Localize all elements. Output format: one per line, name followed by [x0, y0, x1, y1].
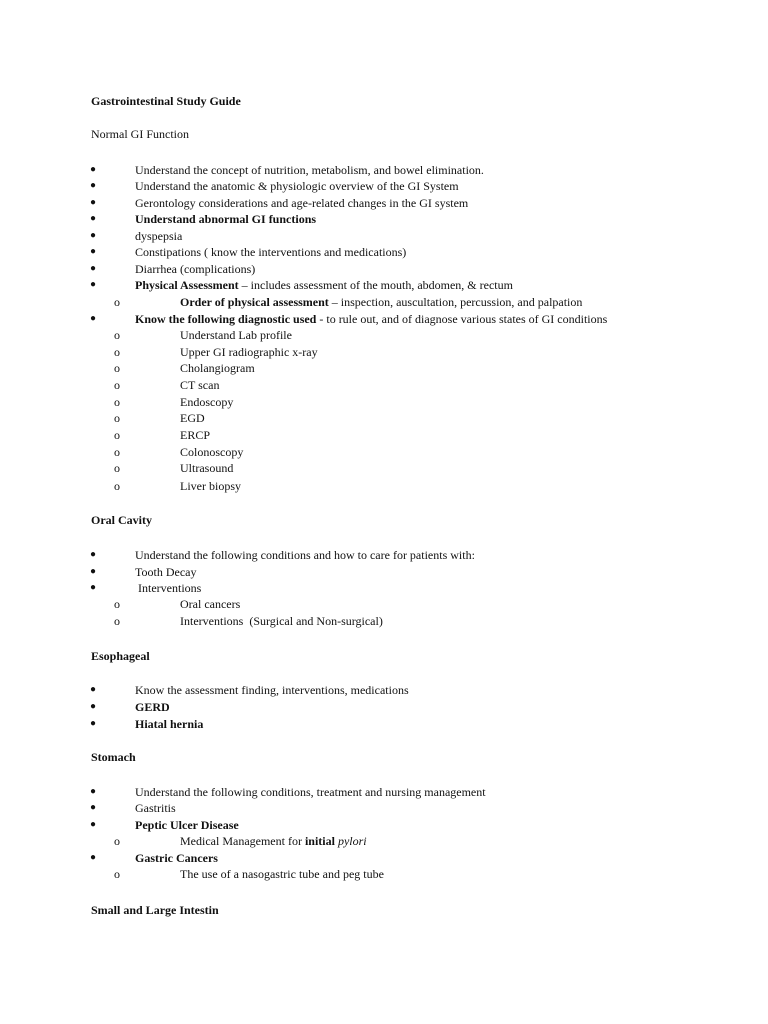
bullet-icon: ● — [89, 230, 97, 241]
list-item: dyspepsia — [135, 229, 183, 243]
list-item: Tooth Decay — [135, 565, 197, 579]
list-item-diagnostics — [135, 311, 607, 327]
bullet-icon: ● — [89, 197, 97, 208]
bullet-icon: ● — [89, 718, 97, 729]
order-assessment-desc: – inspection, auscultation, percussion, and palpation — [328, 295, 583, 309]
physical-assessment-desc: – includes assessment of the mouth, abdomen, & rectum — [238, 278, 513, 292]
list-item: Interventions — [135, 581, 202, 595]
list-item: Understand abnormal GI functions — [135, 212, 317, 226]
list-item: Constipations ( know the interventions and medications) — [135, 245, 407, 259]
sub-bullet-icon: o — [114, 378, 120, 392]
bullet-icon: ● — [89, 684, 97, 695]
sub-list-item: Understand Lab profile — [180, 328, 292, 342]
sub-bullet-icon: o — [114, 445, 120, 459]
section-heading-oral-cavity: Oral Cavity — [91, 513, 152, 527]
bullet-icon: ● — [89, 246, 97, 257]
list-item: Understand the concept of nutrition, metabolism, and bowel elimination. — [135, 163, 484, 177]
sub-list-item: Interventions (Surgical and Non-surgical) — [180, 614, 383, 628]
sub-bullet-icon: o — [114, 361, 120, 375]
pud-sub-bold: initial — [304, 834, 335, 848]
bullet-icon: ● — [89, 582, 97, 593]
section-heading-stomach: Stomach — [91, 750, 136, 764]
bullet-icon: ● — [89, 549, 97, 560]
sub-list-item: Cholangiogram — [180, 361, 255, 375]
section-heading-esophageal: Esophageal — [91, 649, 150, 663]
list-item: Diarrhea (complications) — [135, 262, 256, 276]
section-heading-intestine: Small and Large Intestin — [91, 903, 219, 917]
sub-bullet-icon: o — [114, 867, 120, 881]
sub-bullet-icon: o — [114, 395, 120, 409]
list-item-physical-assessment — [135, 277, 513, 293]
sub-bullet-icon: o — [114, 479, 120, 493]
sub-list-item: Colonoscopy — [180, 445, 244, 459]
sub-list-item: Upper GI radiographic x-ray — [180, 345, 318, 359]
sub-bullet-icon: o — [114, 295, 120, 309]
section-heading-normal-gi: Normal GI Function — [91, 127, 189, 141]
bullet-icon: ● — [89, 213, 97, 224]
bullet-icon: ● — [89, 566, 97, 577]
sub-list-item: Liver biopsy — [180, 479, 241, 493]
sub-list-item — [180, 294, 582, 310]
list-item: Hiatal hernia — [135, 717, 204, 731]
bullet-icon: ● — [89, 313, 97, 324]
physical-assessment-label: Physical Assessment — [135, 278, 239, 292]
pud-sub-text: Medical Management for — [180, 834, 305, 848]
sub-list-item: The use of a nasogastric tube and peg tube — [180, 867, 384, 881]
sub-bullet-icon: o — [114, 345, 120, 359]
bullet-icon: ● — [89, 786, 97, 797]
diagnostics-label: Know the following diagnostic used — [135, 312, 317, 326]
sub-list-item: Ultrasound — [180, 461, 234, 475]
list-item: Understand the following conditions and how to care for patients with: — [135, 548, 475, 562]
list-item: Understand the following conditions, treatment and nursing management — [135, 785, 486, 799]
sub-bullet-icon: o — [114, 411, 120, 425]
list-item: Gastric Cancers — [135, 851, 218, 865]
bullet-icon: ● — [89, 802, 97, 813]
sub-list-item: Endoscopy — [180, 395, 234, 409]
bullet-icon: ● — [89, 180, 97, 191]
sub-bullet-icon: o — [114, 461, 120, 475]
list-item: Peptic Ulcer Disease — [135, 818, 239, 832]
bullet-icon: ● — [89, 819, 97, 830]
list-item: Understand the anatomic & physiologic overview of the GI System — [135, 179, 459, 193]
pud-sub-italic: pylori — [337, 834, 367, 848]
sub-bullet-icon: o — [114, 614, 120, 628]
order-assessment-label: Order of physical assessment — [180, 295, 329, 309]
sub-list-item — [180, 833, 367, 849]
bullet-icon: ● — [89, 164, 97, 175]
sub-list-item: EGD — [180, 411, 205, 425]
sub-bullet-icon: o — [114, 597, 120, 611]
bullet-icon: ● — [89, 263, 97, 274]
bullet-icon: ● — [89, 852, 97, 863]
list-item: Know the assessment finding, interventions, medications — [135, 683, 409, 697]
list-item: Gastritis — [135, 801, 176, 815]
list-item: GERD — [135, 700, 170, 714]
diagnostics-desc: - to rule out, and of diagnose various states of GI conditions — [316, 312, 608, 326]
bullet-icon: ● — [89, 279, 97, 290]
sub-list-item: ERCP — [180, 428, 211, 442]
sub-list-item: CT scan — [180, 378, 220, 392]
sub-list-item: Oral cancers — [180, 597, 241, 611]
sub-bullet-icon: o — [114, 834, 120, 848]
list-item: Gerontology considerations and age-related changes in the GI system — [135, 196, 469, 210]
sub-bullet-icon: o — [114, 428, 120, 442]
bullet-icon: ● — [89, 701, 97, 712]
document-title: Gastrointestinal Study Guide — [91, 94, 241, 108]
sub-bullet-icon: o — [114, 328, 120, 342]
